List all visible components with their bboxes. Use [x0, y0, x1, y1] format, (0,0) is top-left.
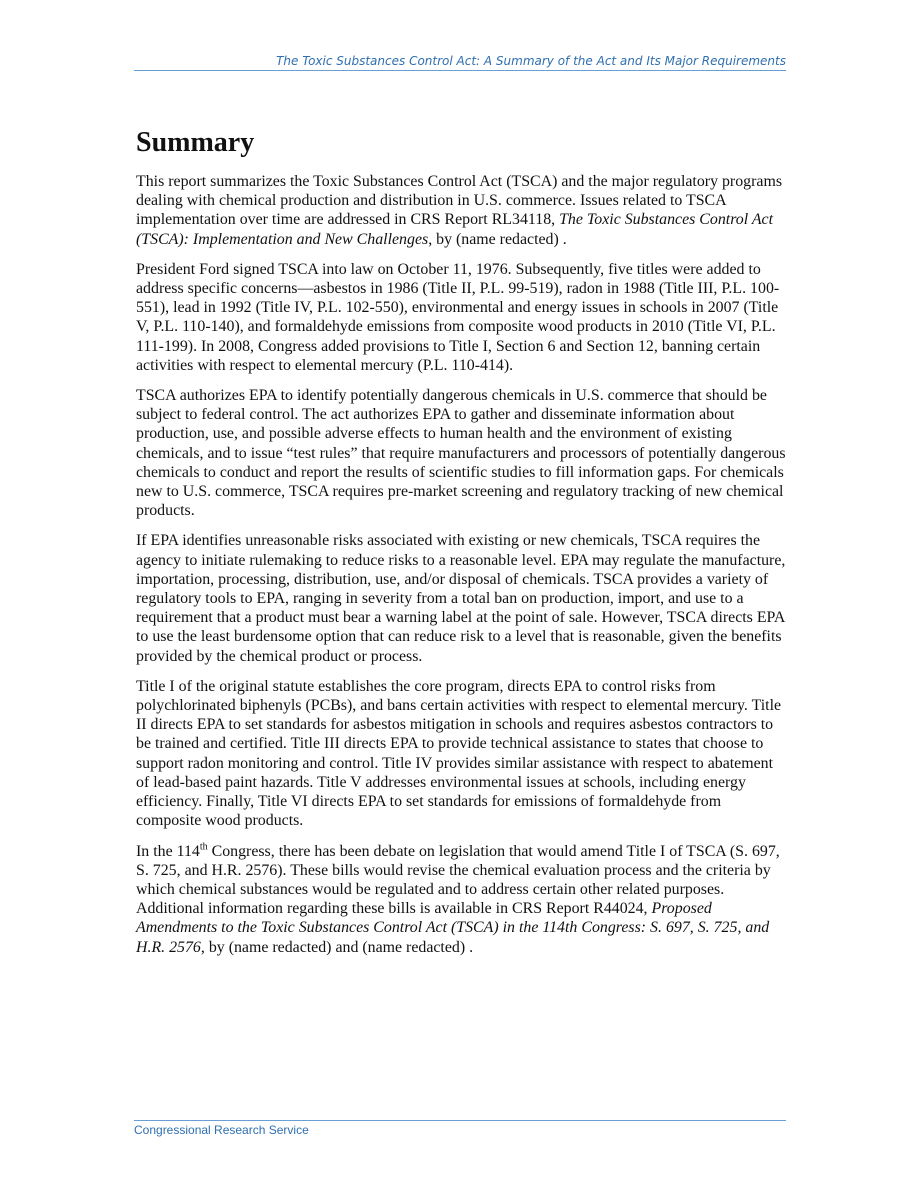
- paragraph-5: Title I of the original statute establishes the core program, directs EPA to control risks from polychlorinated biphenyls (PCBs), and bans certain activities with respect to elemental mercury. Title II directs EPA to set standards for asbestos mitigation in schools and requires asbestos contractors to be trained and certified. Title III directs EPA to provide technical assistance to states that choose to support radon monitoring and control. Title IV provides similar assistance with respect to abatement of lead-based paint hazards. Title V addresses environmental issues at schools, including energy efficiency. Finally, Title VI directs EPA to set standards for emissions of formaldehyde from composite wood products.: [136, 677, 782, 830]
- paragraph-3: TSCA authorizes EPA to identify potentially dangerous chemicals in U.S. commerce that should be subject to federal control. The act authorizes EPA to gather and disseminate information about production, use, and possible adverse effects to human health and the environment of existing chemicals, and to issue “test rules” that require manufacturers and processors of potentially dangerous chemicals to conduct and report the results of scientific studies to fill information gaps. For chemicals new to U.S. commerce, TSCA requires pre-market screening and regulatory tracking of new chemical products.: [136, 387, 786, 520]
- paragraph-6-text-c: , by (name redacted) and (name redacted) .: [200, 938, 474, 956]
- footer-organization: Congressional Research Service: [134, 1123, 309, 1137]
- page-footer: [134, 1120, 786, 1137]
- report-title-rl34118: The Toxic Substances Control Act (TSCA): Implementation and New Challenges: [136, 211, 774, 248]
- page-title: Summary: [136, 127, 255, 158]
- document-body: [136, 122, 788, 968]
- paragraph-1-text-b: , by (name redacted) .: [428, 230, 567, 248]
- paragraph-2: President Ford signed TSCA into law on October 11, 1976. Subsequently, five titles were added to address specific concerns—asbestos in 1986 (Title II, P.L. 99-519), radon in 1988 (Title III, P.L. 100-551), lead in 1992 (Title IV, P.L. 102-550), environmental and energy issues in schools in 2007 (Title V, P.L. 110-140), and formaldehyde emissions from composite wood products in 2010 (Title VI, P.L. 111-199). In 2008, Congress added provisions to Title I, Section 6 and Section 12, banning certain activities with respect to elemental mercury (P.L. 110-414).: [136, 260, 780, 374]
- paragraph-6-text-b: Congress, there has been debate on legislation that would amend Title I of TSCA (S. 697, S. 725, and H.R. 2576). These bills would revise the chemical evaluation process and the criteria by which chemical substances would be regulated and to address certain other related purposes. Additional information regarding these bills is available in CRS Report R44024,: [136, 842, 780, 918]
- running-header: [134, 54, 786, 71]
- paragraph-1: [136, 172, 788, 249]
- paragraph-4: If EPA identifies unreasonable risks associated with existing or new chemicals, TSCA requires the agency to initiate rulemaking to reduce risks to a reasonable level. EPA may regulate the manufacture, importation, processing, distribution, use, and/or disposal of chemicals. TSCA provides a variety of regulatory tools to EPA, ranging in severity from a total ban on production, import, and use to a requirement that a product must bear a warning label at the point of sale. However, TSCA directs EPA to use the least burdensome option that can reduce risk to a level that is reasonable, given the benefits provided by the chemical product or process.: [136, 532, 786, 665]
- ordinal-superscript: th: [199, 841, 208, 853]
- report-title-r44024: Proposed Amendments to the Toxic Substances Control Act (TSCA) in the 114th Congress: S. 697, S. 725, and H.R. 2576: [136, 900, 770, 956]
- running-header-title: The Toxic Substances Control Act: A Summary of the Act and Its Major Requirements: [276, 54, 786, 68]
- paragraph-1-text-a: This report summarizes the Toxic Substances Control Act (TSCA) and the major regulatory programs dealing with chemical production and distribution in U.S. commerce. Issues related to TSCA implementation over time are addressed in CRS Report RL34118,: [136, 173, 782, 229]
- paragraph-6: [136, 842, 788, 957]
- paragraph-6-text-a: In the 114: [136, 842, 200, 860]
